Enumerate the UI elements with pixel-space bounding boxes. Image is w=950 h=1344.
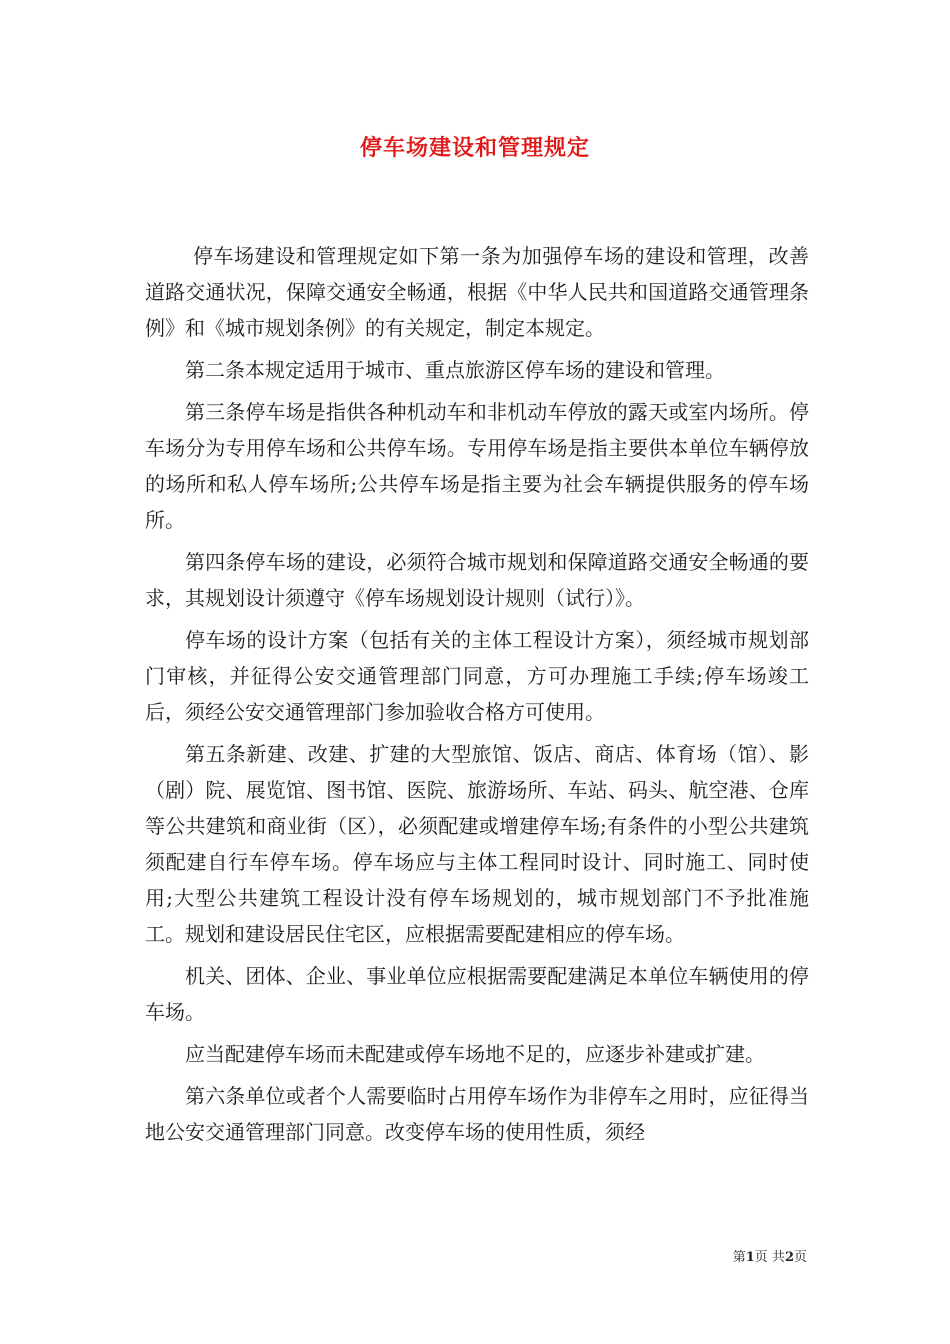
document-body [145,238,809,1156]
paragraph-institutions: 机关、团体、企业、事业单位应根据需要配建满足本单位车辆使用的停车场。 [145,964,809,1024]
paragraph-article-3: 第三条停车场是指供各种机动车和非机动车停放的露天或室内场所。停车场分为专用停车场和公共停车场。专用停车场是指主要供本单位车辆停放的场所和私人停车场所;公共停车场是指主要为社会车辆提供服务的停车场所。 [145,400,809,532]
paragraph-article-2: 第二条本规定适用于城市、重点旅游区停车场的建设和管理。 [185,358,725,382]
paragraph-article-5: 第五条新建、改建、扩建的大型旅馆、饭店、商店、体育场（馆）、影（剧）院、展览馆、图书馆、医院、旅游场所、车站、码头、航空港、仓库等公共建筑和商业街（区），必须配建或增建停车场;有条件的小型公共建筑须配建自行车停车场。停车场应与主体工程同时设计、同时施工、同时使用;大型公共建筑工程设计没有停车场规划的，城市规划部门不予批准施工。规划和建设居民住宅区，应根据需要配建相应的停车场。 [145,742,809,946]
footer-prefix: 第 [732,1250,746,1265]
paragraph-article-6: 第六条单位或者个人需要临时占用停车场作为非停车之用时，应征得当地公安交通管理部门同意。改变停车场的使用性质，须经 [145,1084,809,1144]
document-title: 停车场建设和管理规定 [359,136,590,161]
page-number-footer [733,1246,807,1265]
paragraph-article-1: 停车场建设和管理规定如下第一条为加强停车场的建设和管理，改善道路交通状况，保障交通安全畅通，根据《中华人民共和国道路交通管理条例》和《城市规划条例》的有关规定，制定本规定。 [145,244,809,340]
footer-current-page: 1 [745,1250,755,1265]
footer-suffix: 页 [793,1250,807,1265]
footer-middle: 页 共 [754,1250,785,1265]
paragraph-supplement: 应当配建停车场而未配建或停车场地不足的，应逐步补建或扩建。 [185,1042,765,1066]
paragraph-design-approval: 停车场的设计方案（包括有关的主体工程设计方案），须经城市规划部门审核，并征得公安交通管理部门同意，方可办理施工手续;停车场竣工后，须经公安交通管理部门参加验收合格方可使用。 [145,628,809,724]
paragraph-article-4: 第四条停车场的建设，必须符合城市规划和保障道路交通安全畅通的要求，其规划设计须遵守《停车场规划设计规则（试行）》。 [145,550,809,610]
footer-total-pages: 2 [784,1250,794,1265]
